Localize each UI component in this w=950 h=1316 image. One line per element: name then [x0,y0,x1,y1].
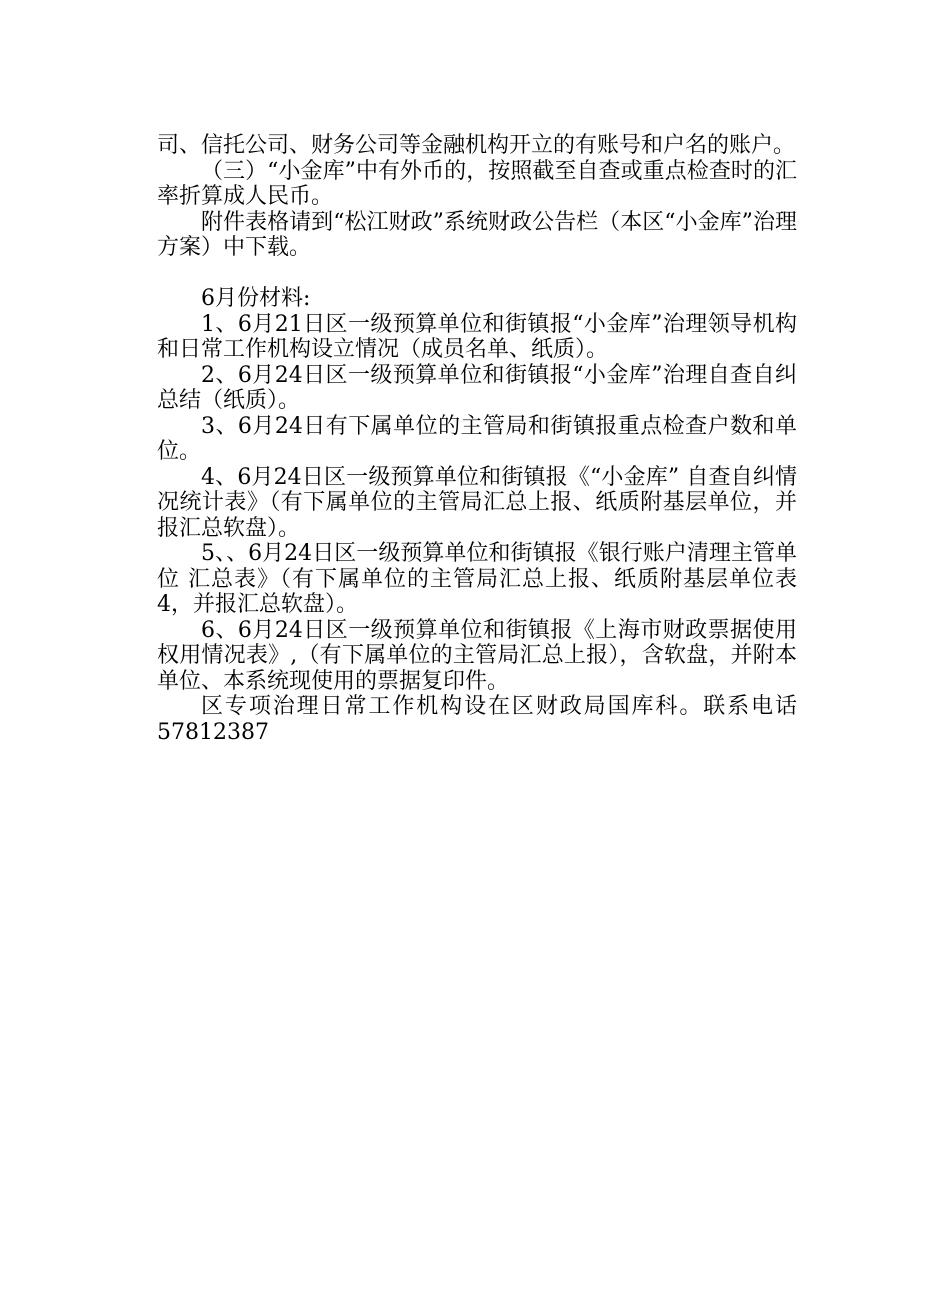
document-body [157,133,797,745]
list-item-2: 2、6月24日区一级预算单位和街镇报“小金库”治理自查自纠总结（纸质）。 [157,362,797,413]
blank-line [157,261,797,287]
paragraph-attachment-download: 附件表格请到“松江财政”系统财政公告栏（本区“小金库”治理方案）中下载。 [157,209,797,260]
paragraph-june-materials-heading: 6月份材料: [201,286,311,311]
paragraph-accounts-continued: 司、信托公司、财务公司等金融机构开立的有账号和户名的账户。 [157,133,796,158]
paragraph-contact-info: 区专项治理日常工作机构设在区财政局国库科。联系电话57812387 [157,694,797,745]
list-item-5: 5、、6月24日区一级预算单位和街镇报《银行账户清理主管单位 汇总表》（有下属单位的主管局汇总上报、纸质附基层单位表4，并报汇总软盘）。 [157,541,797,617]
list-item-1: 1、6月21日区一级预算单位和街镇报“小金库”治理领导机构和日常工作机构设立情况（成员名单、纸质）。 [157,311,797,362]
list-item-3: 3、6月24日有下属单位的主管局和街镇报重点检查户数和单位。 [157,413,797,464]
list-item-6: 6、6月24日区一级预算单位和街镇报《上海市财政票据使用权用情况表》,（有下属单位的主管局汇总上报），含软盘，并附本单位、本系统现使用的票据复印件。 [157,617,797,694]
list-item-4: 4、6月24日区一级预算单位和街镇报《“小金库” 自查自纠情况统计表》（有下属单位的主管局汇总上报、纸质附基层单位，并报汇总软盘）。 [157,464,797,541]
paragraph-foreign-currency: （三）“小金库”中有外币的，按照截至自查或重点检查时的汇率折算成人民币。 [157,158,797,209]
